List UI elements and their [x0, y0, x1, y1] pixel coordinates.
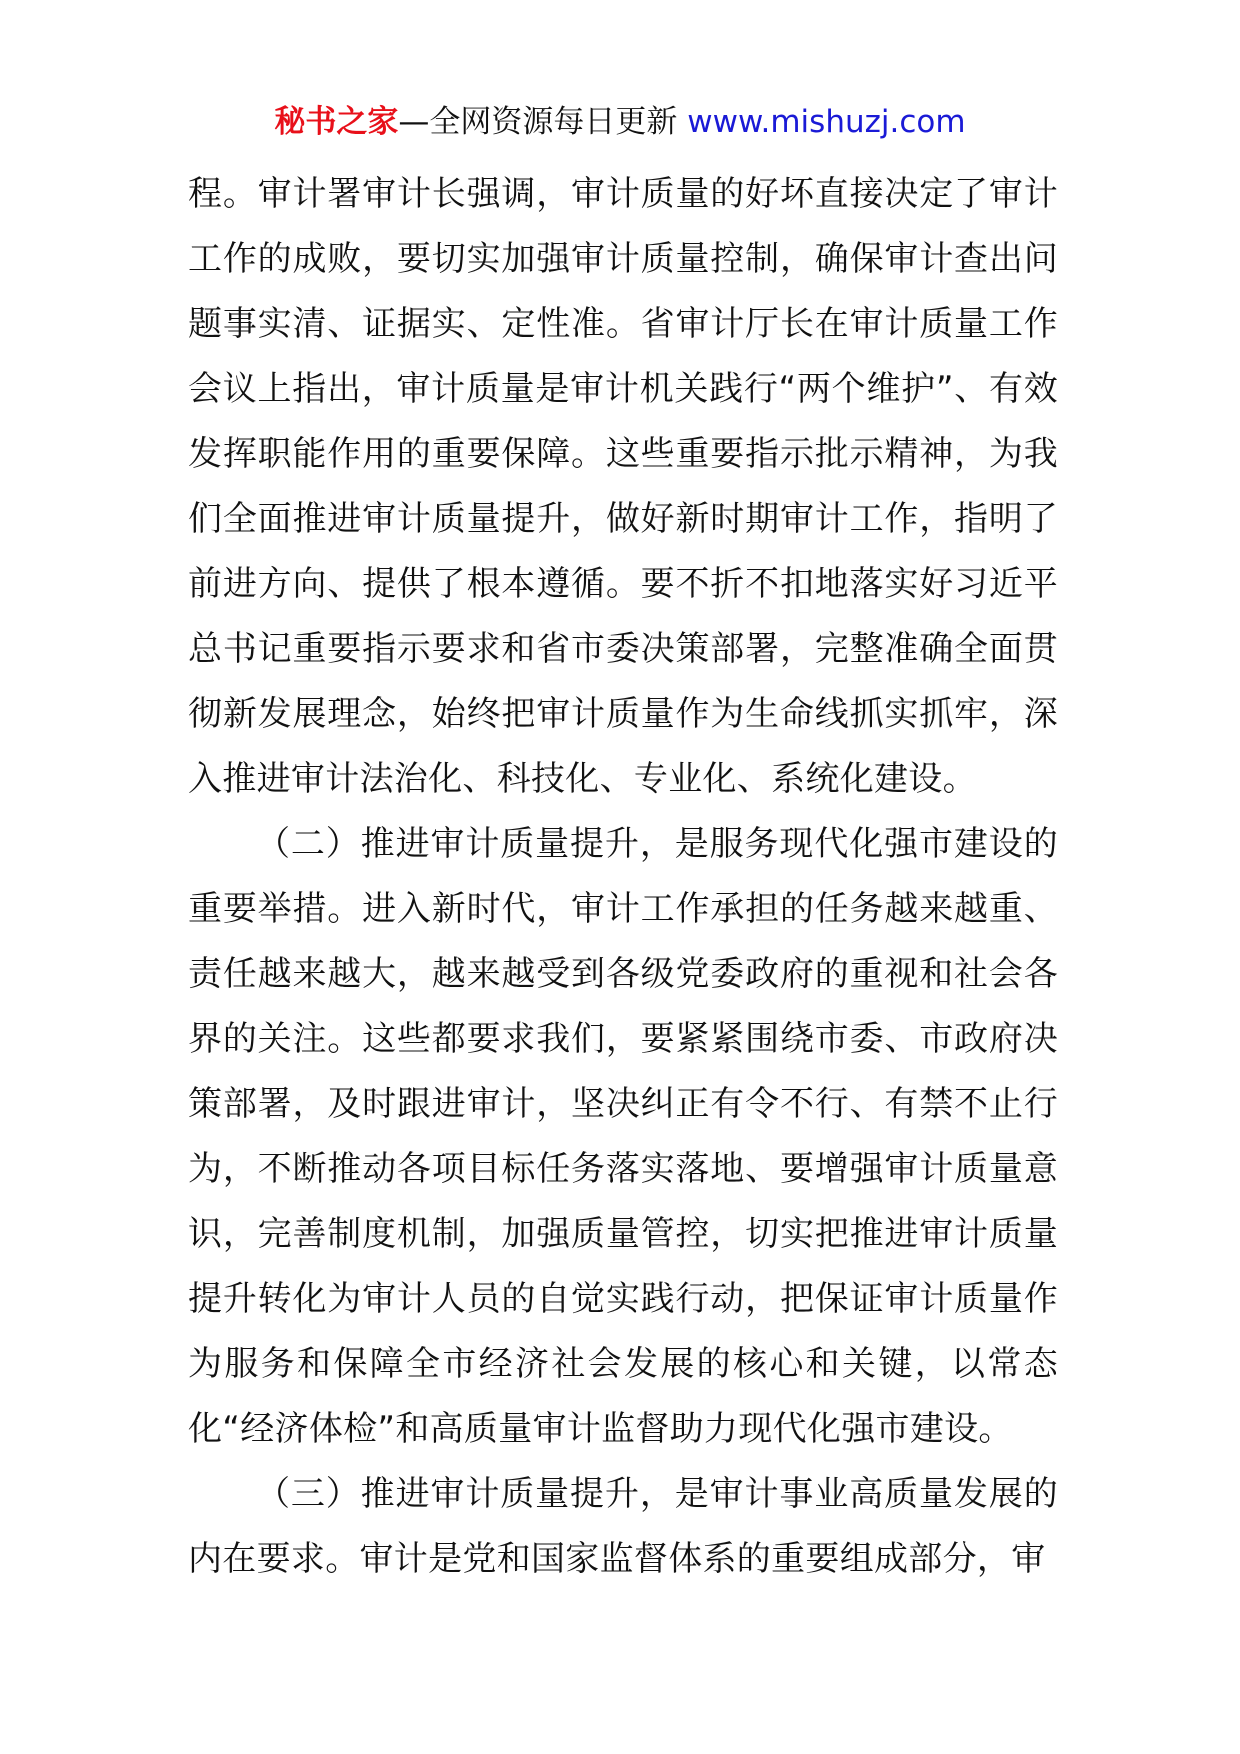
site-url-link[interactable]: www.mishuzj.com: [687, 104, 966, 140]
site-tagline: —全网资源每日更新: [398, 104, 688, 140]
site-header: [0, 100, 1240, 144]
paragraph-continued: 程。审计署审计长强调，审计质量的好坏直接决定了审计工作的成败，要切实加强审计质量控制，确保审计查出问题事实清、证据实、定性准。省审计厅长在审计质量工作会议上指出，审计质量是审计机关践行“两个维护”、有效发挥职能作用的重要保障。这些重要指示批示精神，为我们全面推进审计质量提升，做好新时期审计工作，指明了前进方向、提供了根本遵循。要不折不扣地落实好习近平总书记重要指示要求和省市委决策部署，完整准确全面贯彻新发展理念，始终把审计质量作为生命线抓实抓牢，深入推进审计法治化、科技化、专业化、系统化建设。: [188, 174, 1058, 799]
paragraph-section-two: （二）推进审计质量提升，是服务现代化强市建设的重要举措。进入新时代，审计工作承担的任务越来越重、责任越来越大，越来越受到各级党委政府的重视和社会各界的关注。这些都要求我们，要紧紧围绕市委、市政府决策部署，及时跟进审计，坚决纠正有令不行、有禁不止行为，不断推动各项目标任务落实落地、要增强审计质量意识，完善制度机制，加强质量管控，切实把推进审计质量提升转化为审计人员的自觉实践行动，把保证审计质量作为服务和保障全市经济社会发展的核心和关键，以常态化“经济体检”和高质量审计监督助力现代化强市建设。: [188, 824, 1058, 1449]
paragraph-section-three: （三）推进审计质量提升，是审计事业高质量发展的内在要求。审计是党和国家监督体系的重要组成部分，审: [188, 1474, 1058, 1579]
site-brand: 秘书之家: [274, 104, 399, 140]
document-body: [188, 162, 1058, 1592]
